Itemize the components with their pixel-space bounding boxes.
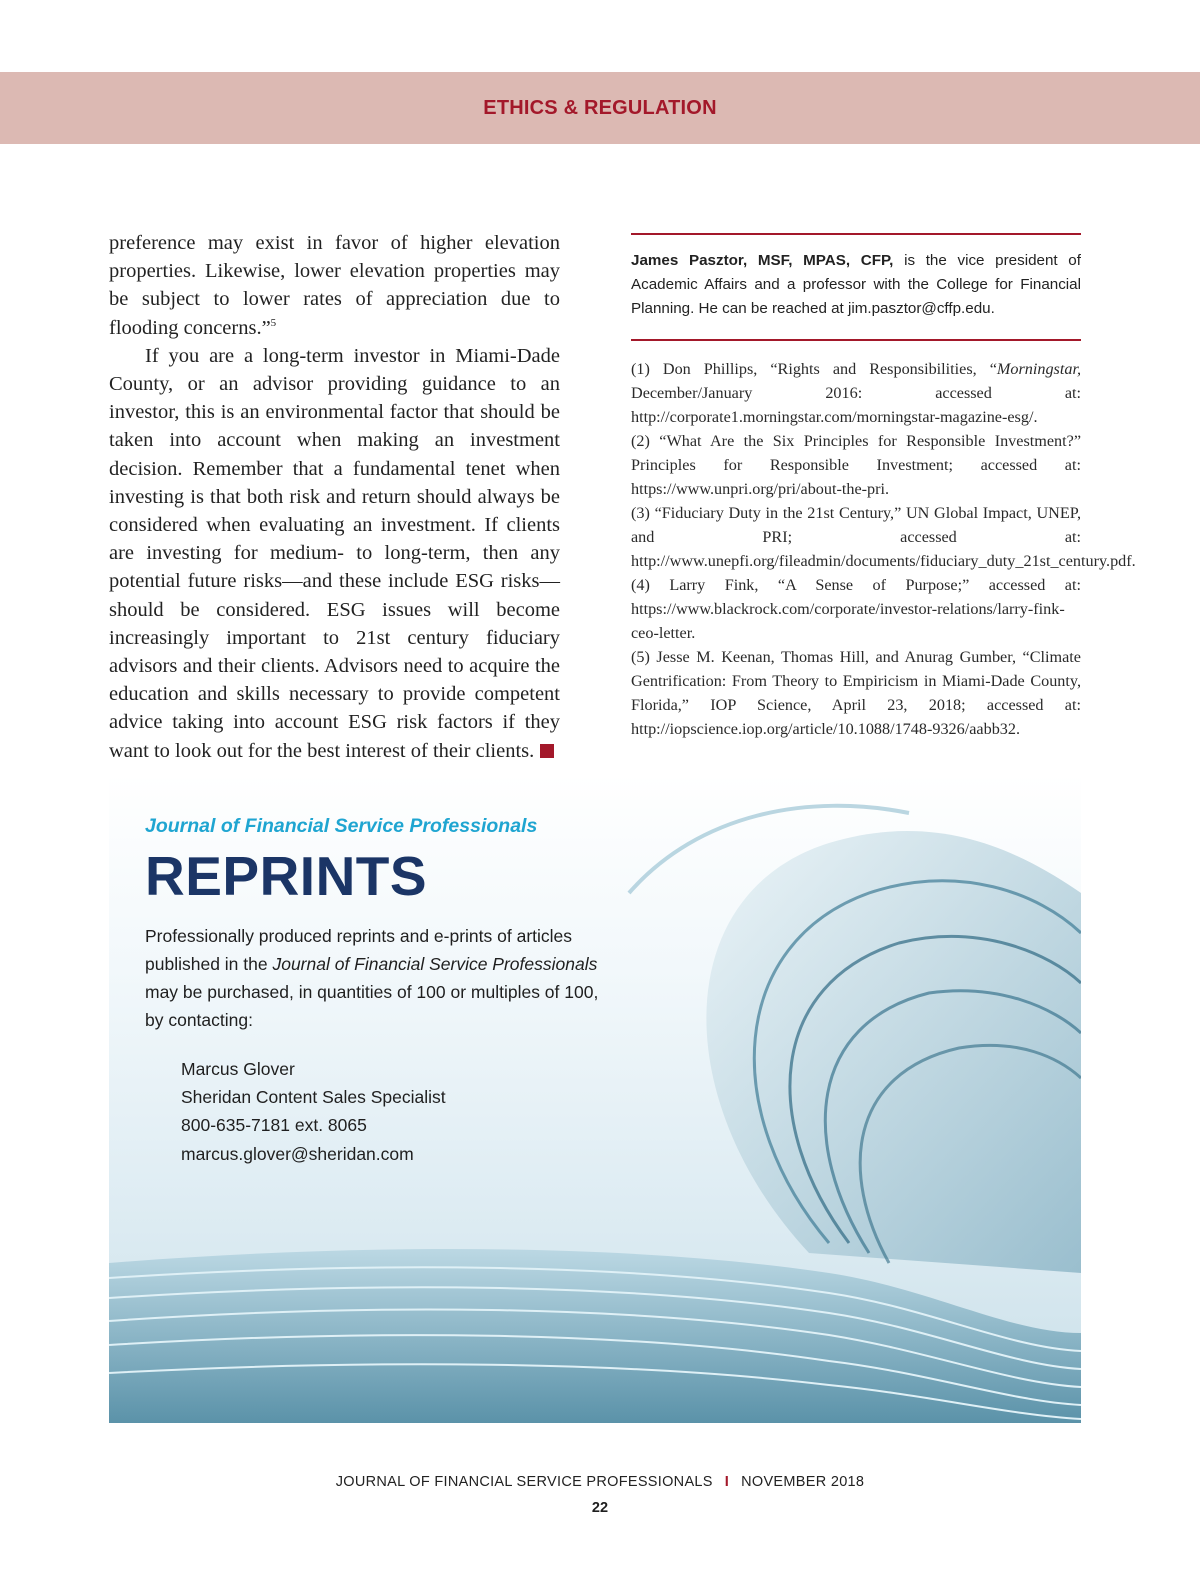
article-paragraph-1: preference may exist in favor of higher elevation properties. Likewise, lower elevation properties may be subject to lower rates of appreciation due to flooding concerns.”$^5$ [109, 232, 560, 339]
endnote: (2) “What Are the Six Principles for Responsible Investment?” Principles for Responsible Investment; accessed at: https://www.unpri.org/pri/about-the-pri. [631, 432, 1081, 498]
footnote-ref: 5 [270, 316, 277, 329]
endnotes [631, 357, 1136, 741]
article-paragraph-2: If you are a long-term investor in Miami-Dade County, or an advisor providing guidance to an investor, this is an environmental factor that should be taken into account when making an investment decision. Remember that a fundamental tenet when investing is that both risk and return should always be considered when evaluating an investment. If clients are investing for medium- to long-term, then any potential future risks—and these include ESG risks—should be considered. ESG issues will become increasingly important to 21st century fiduciary advisors and their clients. Advisors need to acquire the education and skills necessary to provide competent advice taking into account ESG risk factors if they want to look out for the best interest of their clients. [109, 344, 560, 762]
endnote: (1) Don Phillips, “Rights and Responsibilities, “Morningstar, December/January 2016: accessed at: http://corporate1.morningstar.com/morningstar-magazine-esg/. [631, 360, 1081, 426]
contact-email: marcus.glover@sheridan.com [181, 1143, 414, 1164]
sidebar-column [631, 233, 1136, 741]
reprints-advertisement [109, 773, 1081, 1423]
footer-separator: I [724, 1474, 730, 1490]
author-bio: James Pasztor, MSF, MPAS, CFP, is the vice president of Academic Affairs and a professor with the College for Financial Planning. He can be reached at jim.pasztor@cffp.edu. [631, 252, 1081, 317]
footer-date: NOVEMBER 2018 [741, 1474, 865, 1490]
section-banner [0, 72, 1200, 144]
page-number: 22 [591, 1500, 609, 1516]
author-name: James Pasztor, MSF, MPAS, CFP, [631, 252, 894, 269]
endnote: (4) Larry Fink, “A Sense of Purpose;” accessed at: https://www.blackrock.com/corporate/investor-relations/larry-fink-ceo-letter. [631, 576, 1081, 642]
article-body [109, 229, 560, 765]
contact-title: Sheridan Content Sales Specialist [181, 1087, 446, 1108]
footer-journal: JOURNAL OF FINANCIAL SERVICE PROFESSIONALS [335, 1474, 713, 1490]
contact-phone: 800-635-7181 ext. 8065 [181, 1115, 367, 1136]
end-of-article-mark [540, 744, 554, 758]
ad-title: REPRINTS [145, 845, 428, 907]
page-footer [0, 1474, 1200, 1490]
ad-contact-block [181, 1055, 615, 1168]
endnote: (3) “Fiduciary Duty in the 21st Century,” UN Global Impact, UNEP, and PRI; accessed at: http://www.unepfi.org/fileadmin/documents/fiduciary_duty_21st_century.pdf. [631, 504, 1136, 570]
section-title: ETHICS & REGULATION [483, 96, 717, 119]
ad-journal-name: Journal of Financial Service Professionals [145, 815, 538, 837]
endnote: (5) Jesse M. Keenan, Thomas Hill, and Anurag Gumber, “Climate Gentrification: From Theory to Empiricism in Miami-Dade County, Florida,” IOP Science, April 23, 2018; accessed at: http://iopscience.iop.org/article/10.1088/1748-9326/aabb32. [631, 648, 1081, 738]
contact-name: Marcus Glover [181, 1059, 295, 1079]
divider-bottom [631, 339, 1081, 341]
ad-description: Professionally produced reprints and e-prints of articles published in the Journal of Financial Service Professionals may be purchased, in quantities of 100 or multiples of 100, by contacting: [145, 926, 599, 1030]
divider-top [631, 233, 1081, 235]
